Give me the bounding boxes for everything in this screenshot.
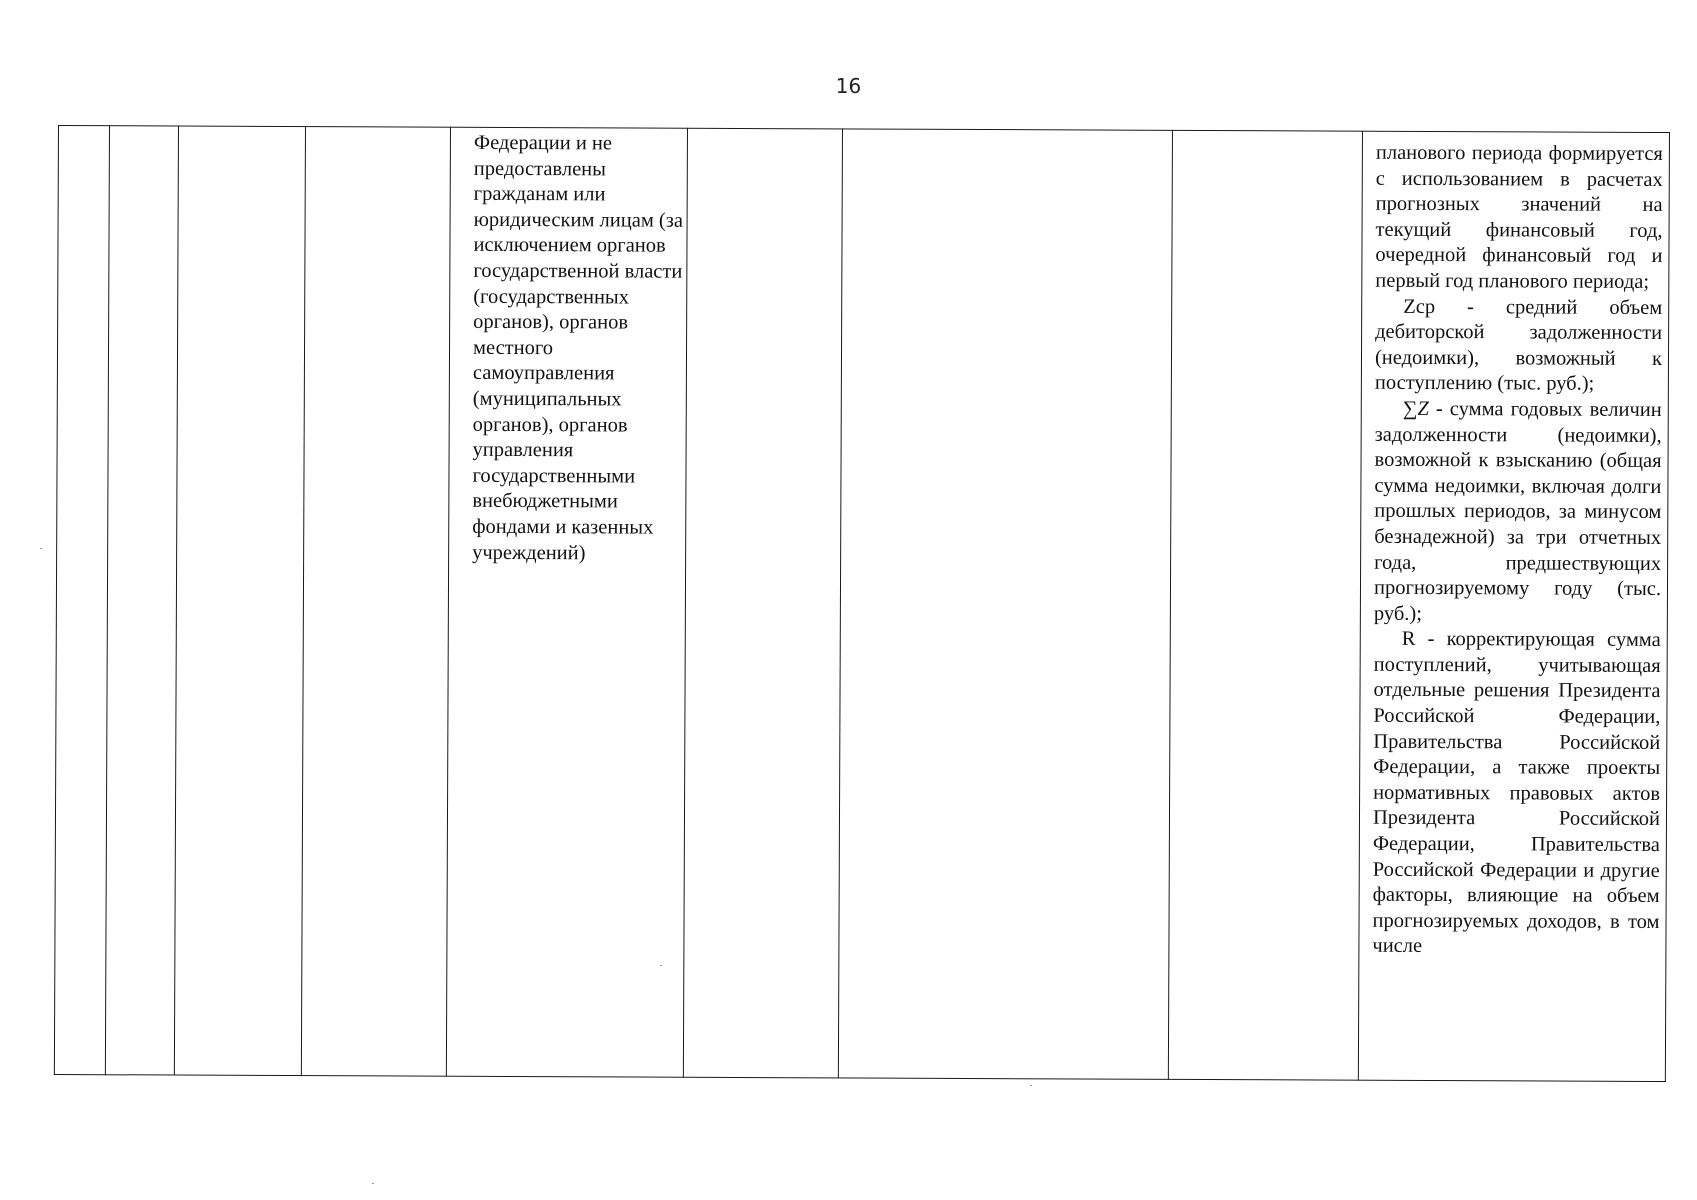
scan-speck [40, 548, 42, 549]
page-number: 16 [835, 74, 862, 98]
table-cell-col5 [472, 131, 689, 567]
col5-text: Федерации и не предоставлены гражданам или юридическим лицам (за исключением органов государственной власти (государственных органов), органов местного самоуправления (муниципальных органов), органов управления государственными внебюджетными фондами и казенных учреждений) [472, 131, 684, 564]
col9-paragraph-4: R - корректирующая сумма поступлений, учитывающая отдельные решения Президента Российской Федерации, Правительства Российской Федерации, а также проекты нормативных правовых актов Президента Российской Федерации, Правительства Российской Федерации и другие факторы, влияющие на объем прогнозируемых доходов, в том числе [1372, 628, 1661, 958]
scan-speck [660, 965, 662, 966]
scan-speck [1030, 1085, 1032, 1086]
table-top-border [58, 125, 1670, 133]
table [54, 125, 1670, 1082]
sum-symbol: ∑Z [1402, 397, 1429, 420]
column-divider-4 [446, 127, 452, 1077]
col9-paragraph-3 [1374, 397, 1662, 629]
column-divider-1 [105, 125, 111, 1075]
column-divider-7 [1168, 130, 1174, 1080]
column-divider-6 [838, 128, 844, 1078]
col9-paragraph-3-text: - сумма годовых величин задолженности (недоимки), возможной к взысканию (общая сумма недоимки, включая долги прошлых периодов, за минусом безнадежной) за три отчетных года, предшествующих прогнозируемому году (тыс. руб.); [1373, 397, 1662, 625]
table-right-border [1664, 132, 1670, 1082]
column-divider-2 [174, 126, 180, 1076]
col9-paragraph-1: планового периода формируется с использованием в расчетах прогнозных значений на текущий финансовый год, очередной финансовый год и первый год планового периода; [1375, 141, 1663, 293]
scan-speck [372, 1183, 374, 1184]
column-divider-8 [1358, 131, 1364, 1081]
table-bottom-border [54, 1074, 1666, 1082]
table-cell-col9 [1372, 141, 1663, 961]
col9-paragraph-2: Zср - средний объем дебиторской задолженности (недоимки), возможный к поступлению (тыс. руб.); [1374, 295, 1663, 396]
table-left-border [54, 125, 60, 1075]
column-divider-3 [301, 126, 307, 1076]
